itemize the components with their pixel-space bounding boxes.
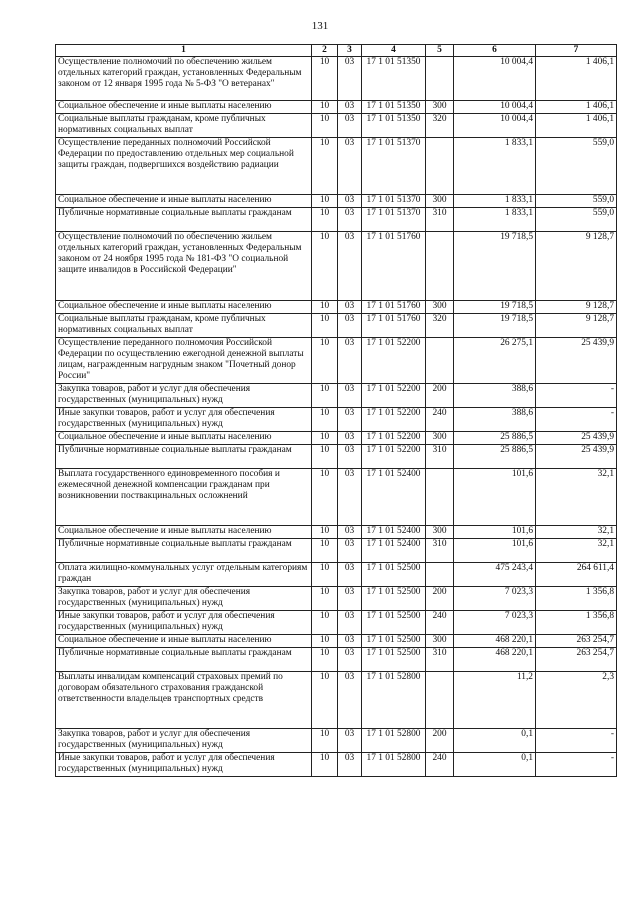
row-section: 10 [312,563,338,587]
row-subsection: 03 [338,635,362,648]
row-amount-plan: 475 243,4 [454,563,536,587]
row-subsection: 03 [338,539,362,563]
row-name: Выплаты инвалидам компенсаций страховых премий по договорам обязательного страхования гражданской ответственности владельцев транспортных средств [56,672,312,729]
row-subsection: 03 [338,526,362,539]
row-name: Закупка товаров, работ и услуг для обеспечения государственных (муниципальных) нужд [56,729,312,753]
row-amount-plan: 19 718,5 [454,301,536,314]
row-name: Иные закупки товаров, работ и услуг для обеспечения государственных (муниципальных) нужд [56,408,312,432]
row-amount-plan: 10 004,4 [454,101,536,114]
row-name: Осуществление переданных полномочий Российской Федерации по предоставлению отдельных мер социальной защиты граждан, подвергшихся воздействию радиации [56,138,312,195]
row-target-code: 17 1 01 52200 [362,408,426,432]
row-amount-actual: 32,1 [536,469,617,526]
row-subsection: 03 [338,753,362,777]
row-section: 10 [312,232,338,301]
row-section: 10 [312,611,338,635]
row-target-code: 17 1 01 51350 [362,101,426,114]
row-name: Закупка товаров, работ и услуг для обеспечения государственных (муниципальных) нужд [56,384,312,408]
page-number: 131 [311,20,329,32]
row-name: Иные закупки товаров, работ и услуг для обеспечения государственных (муниципальных) нужд [56,611,312,635]
row-name: Публичные нормативные социальные выплаты гражданам [56,539,312,563]
row-amount-plan: 25 886,5 [454,432,536,445]
row-amount-plan: 388,6 [454,408,536,432]
row-amount-actual: 1 406,1 [536,114,617,138]
row-amount-plan: 388,6 [454,384,536,408]
row-amount-actual: 1 356,8 [536,587,617,611]
table-row [56,526,617,539]
table-row [56,101,617,114]
header-cell: 1 [56,45,312,57]
row-amount-plan: 1 833,1 [454,195,536,208]
row-amount-plan: 101,6 [454,539,536,563]
row-amount-plan: 101,6 [454,526,536,539]
row-name: Осуществление полномочий по обеспечению жильем отдельных категорий граждан, установленных Федеральным законом от 12 января 1995 года № 5-ФЗ "О ветеранах" [56,57,312,101]
row-target-code: 17 1 01 51350 [362,57,426,101]
row-section: 10 [312,195,338,208]
row-amount-actual: 25 439,9 [536,432,617,445]
row-expense-type: 320 [426,314,454,338]
row-name: Иные закупки товаров, работ и услуг для обеспечения государственных (муниципальных) нужд [56,753,312,777]
table-row [56,469,617,526]
row-section: 10 [312,587,338,611]
table-row [56,384,617,408]
row-section: 10 [312,753,338,777]
row-section: 10 [312,432,338,445]
table-row [56,753,617,777]
row-amount-actual: 263 254,7 [536,635,617,648]
row-section: 10 [312,208,338,232]
row-expense-type [426,138,454,195]
row-subsection: 03 [338,729,362,753]
header-cell: 5 [426,45,454,57]
header-cell: 2 [312,45,338,57]
row-expense-type: 200 [426,587,454,611]
row-amount-actual: 559,0 [536,208,617,232]
row-expense-type: 240 [426,408,454,432]
row-name: Оплата жилищно-коммунальных услуг отдельным категориям граждан [56,563,312,587]
row-expense-type: 320 [426,114,454,138]
row-target-code: 17 1 01 51350 [362,114,426,138]
row-amount-plan: 19 718,5 [454,314,536,338]
row-amount-plan: 0,1 [454,729,536,753]
row-amount-actual: 559,0 [536,138,617,195]
row-target-code: 17 1 01 52500 [362,563,426,587]
row-amount-plan: 0,1 [454,753,536,777]
table-row [56,635,617,648]
table-row [56,314,617,338]
row-expense-type: 300 [426,301,454,314]
row-name: Социальное обеспечение и иные выплаты населению [56,301,312,314]
row-amount-actual: 1 406,1 [536,57,617,101]
row-section: 10 [312,301,338,314]
row-target-code: 17 1 01 51370 [362,208,426,232]
row-name: Осуществление полномочий по обеспечению жильем отдельных категорий граждан, установленных Федеральным законом от 24 ноября 1995 года № 181-ФЗ "О социальной защите инвалидов в Российской Федерации" [56,232,312,301]
row-amount-actual: 9 128,7 [536,232,617,301]
row-section: 10 [312,384,338,408]
table-row [56,57,617,101]
row-subsection: 03 [338,408,362,432]
row-section: 10 [312,648,338,672]
row-amount-plan: 7 023,3 [454,611,536,635]
header-cell: 3 [338,45,362,57]
row-section: 10 [312,114,338,138]
row-name: Социальное обеспечение и иные выплаты населению [56,101,312,114]
row-subsection: 03 [338,195,362,208]
row-amount-actual: 263 254,7 [536,648,617,672]
row-expense-type: 240 [426,611,454,635]
row-expense-type [426,338,454,384]
table-row [56,563,617,587]
table-row [56,611,617,635]
row-subsection: 03 [338,587,362,611]
row-name: Публичные нормативные социальные выплаты гражданам [56,648,312,672]
row-expense-type [426,232,454,301]
row-name: Публичные нормативные социальные выплаты гражданам [56,208,312,232]
row-expense-type [426,469,454,526]
row-section: 10 [312,314,338,338]
row-name: Выплата государственного единовременного пособия и ежемесячной денежной компенсации гражданам при возникновении поствакцинальных осложнений [56,469,312,526]
row-expense-type: 310 [426,445,454,469]
table-row [56,672,617,729]
row-target-code: 17 1 01 52500 [362,648,426,672]
row-amount-plan: 25 886,5 [454,445,536,469]
row-amount-actual: - [536,384,617,408]
row-amount-plan: 1 833,1 [454,208,536,232]
row-subsection: 03 [338,314,362,338]
row-target-code: 17 1 01 52200 [362,384,426,408]
table-row [56,648,617,672]
row-expense-type: 310 [426,539,454,563]
row-target-code: 17 1 01 52200 [362,445,426,469]
table-row [56,408,617,432]
row-amount-plan: 26 275,1 [454,338,536,384]
row-amount-actual: 32,1 [536,526,617,539]
row-subsection: 03 [338,232,362,301]
row-target-code: 17 1 01 51760 [362,301,426,314]
row-expense-type: 300 [426,526,454,539]
row-amount-actual: 25 439,9 [536,338,617,384]
row-expense-type: 300 [426,101,454,114]
row-section: 10 [312,445,338,469]
row-amount-plan: 11,2 [454,672,536,729]
header-cell: 7 [536,45,617,57]
row-amount-actual: 32,1 [536,539,617,563]
row-subsection: 03 [338,114,362,138]
row-target-code: 17 1 01 51370 [362,195,426,208]
row-amount-plan: 10 004,4 [454,114,536,138]
row-section: 10 [312,57,338,101]
row-amount-actual: 264 611,4 [536,563,617,587]
row-name: Социальное обеспечение и иные выплаты населению [56,432,312,445]
row-subsection: 03 [338,138,362,195]
row-target-code: 17 1 01 52200 [362,338,426,384]
row-subsection: 03 [338,648,362,672]
row-target-code: 17 1 01 51760 [362,232,426,301]
table-row [56,195,617,208]
row-expense-type: 300 [426,195,454,208]
row-name: Социальное обеспечение и иные выплаты населению [56,195,312,208]
row-subsection: 03 [338,611,362,635]
row-name: Социальное обеспечение и иные выплаты населению [56,526,312,539]
row-section: 10 [312,408,338,432]
row-amount-actual: - [536,408,617,432]
row-section: 10 [312,729,338,753]
row-amount-actual: - [536,729,617,753]
row-name: Социальные выплаты гражданам, кроме публичных нормативных социальных выплат [56,314,312,338]
row-expense-type: 240 [426,753,454,777]
row-amount-actual: - [536,753,617,777]
row-target-code: 17 1 01 51760 [362,314,426,338]
row-amount-plan: 10 004,4 [454,57,536,101]
row-amount-actual: 1 406,1 [536,101,617,114]
row-expense-type: 200 [426,729,454,753]
row-target-code: 17 1 01 51370 [362,138,426,195]
row-target-code: 17 1 01 52800 [362,672,426,729]
row-expense-type: 300 [426,432,454,445]
table-body [56,57,617,777]
row-section: 10 [312,101,338,114]
row-name: Публичные нормативные социальные выплаты гражданам [56,445,312,469]
table-row [56,301,617,314]
row-section: 10 [312,526,338,539]
row-amount-actual: 9 128,7 [536,314,617,338]
row-section: 10 [312,469,338,526]
row-section: 10 [312,539,338,563]
row-expense-type: 310 [426,648,454,672]
row-amount-plan: 1 833,1 [454,138,536,195]
row-target-code: 17 1 01 52800 [362,753,426,777]
row-expense-type: 200 [426,384,454,408]
row-amount-actual: 9 128,7 [536,301,617,314]
table-row [56,138,617,195]
row-target-code: 17 1 01 52200 [362,432,426,445]
row-section: 10 [312,138,338,195]
header-cell: 4 [362,45,426,57]
table-row [56,338,617,384]
row-name: Закупка товаров, работ и услуг для обеспечения государственных (муниципальных) нужд [56,587,312,611]
row-amount-plan: 468 220,1 [454,635,536,648]
row-subsection: 03 [338,208,362,232]
table-row [56,114,617,138]
row-amount-actual: 559,0 [536,195,617,208]
header-cell: 6 [454,45,536,57]
row-target-code: 17 1 01 52500 [362,611,426,635]
row-section: 10 [312,672,338,729]
row-subsection: 03 [338,445,362,469]
row-expense-type [426,57,454,101]
row-subsection: 03 [338,338,362,384]
row-subsection: 03 [338,301,362,314]
row-target-code: 17 1 01 52500 [362,635,426,648]
row-amount-plan: 101,6 [454,469,536,526]
row-name: Социальное обеспечение и иные выплаты населению [56,635,312,648]
table-row [56,208,617,232]
table-row [56,729,617,753]
row-subsection: 03 [338,101,362,114]
row-subsection: 03 [338,432,362,445]
row-expense-type [426,672,454,729]
row-subsection: 03 [338,672,362,729]
row-subsection: 03 [338,469,362,526]
row-amount-plan: 7 023,3 [454,587,536,611]
row-amount-plan: 468 220,1 [454,648,536,672]
row-expense-type: 300 [426,635,454,648]
row-amount-plan: 19 718,5 [454,232,536,301]
row-amount-actual: 2,3 [536,672,617,729]
row-target-code: 17 1 01 52800 [362,729,426,753]
table-row [56,445,617,469]
row-target-code: 17 1 01 52400 [362,526,426,539]
row-section: 10 [312,635,338,648]
table-row [56,539,617,563]
table-row [56,232,617,301]
row-expense-type: 310 [426,208,454,232]
row-target-code: 17 1 01 52400 [362,539,426,563]
row-subsection: 03 [338,57,362,101]
row-amount-actual: 1 356,8 [536,611,617,635]
table-header-row [56,45,617,57]
row-name: Осуществление переданного полномочия Российской Федерации по осуществлению ежегодной денежной выплаты лицам, награжденным нагрудным знаком "Почетный донор России" [56,338,312,384]
table-row [56,432,617,445]
row-target-code: 17 1 01 52400 [362,469,426,526]
budget-table [55,44,617,777]
row-section: 10 [312,338,338,384]
row-subsection: 03 [338,384,362,408]
table-row [56,587,617,611]
row-amount-actual: 25 439,9 [536,445,617,469]
row-subsection: 03 [338,563,362,587]
row-expense-type [426,563,454,587]
row-target-code: 17 1 01 52500 [362,587,426,611]
row-name: Социальные выплаты гражданам, кроме публичных нормативных социальных выплат [56,114,312,138]
